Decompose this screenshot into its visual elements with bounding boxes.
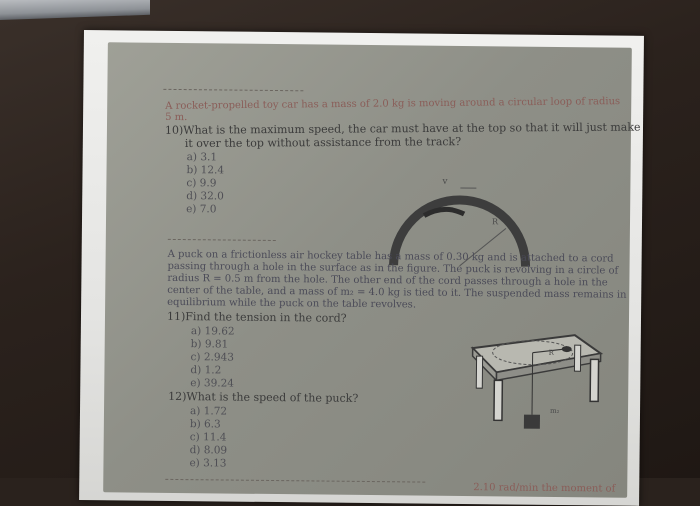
separator-middle [168,239,276,241]
problem1-intro-line1: A rocket-propelled toy car has a mass of 2.0 kg is moving around a circular loop of radius [165,96,620,113]
question-11: 11)Find the tension in the cord? [167,311,347,325]
air-hockey-table-figure [444,314,605,436]
q10-option-a: a) 3.1 [187,151,218,163]
q11-option-a: a) 19.62 [191,325,235,337]
loop-v-label: v [442,176,447,188]
question-10-line2: it over the top without assistance from the track? [185,136,461,150]
problem2-intro-line4: center of the table, and a mass of m₂ = 4.0 kg is tied to it. The suspended mass remains in [167,285,626,302]
paper-sheet [79,30,644,506]
q10-option-b: b) 12.4 [186,164,224,176]
q12-option-e: e) 3.13 [189,457,226,469]
q12-option-c: c) 11.4 [190,431,227,443]
problem2-intro-line1: A puck on a frictionless air hockey table has a mass of 0.30 kg and is attached to a cord [168,249,614,266]
table-r-label: R [549,347,554,359]
problem2-intro-line3: radius R = 0.5 m from the hole. The other end of the cord passes through a hole in the [167,273,607,290]
q11-option-e: e) 39.24 [190,377,234,389]
table-m2-label: m₂ [550,405,560,417]
separator-bottom [165,479,425,483]
q11-option-c: c) 2.943 [191,351,234,363]
q10-option-c: c) 9.9 [186,177,216,189]
q12-option-b: b) 6.3 [190,418,221,430]
question-12: 12)What is the speed of the puck? [168,391,358,405]
problem1-intro-line2: 5 m. [165,112,187,124]
footer-partial-text: 2.10 rad/min the moment of [473,482,615,495]
gray-copy-area [103,42,632,497]
q11-option-d: d) 1.2 [190,364,221,376]
problem2-intro-line5: equilibrium while the puck on the table revolves. [167,297,416,312]
q10-option-d: d) 32.0 [186,190,224,202]
q12-option-a: a) 1.72 [190,405,227,417]
question-10-line1: 10)What is the maximum speed, the car must have at the top so that it will just make [165,122,641,137]
q12-option-d: d) 8.09 [190,444,228,456]
q10-option-e: e) 7.0 [186,203,216,215]
separator-top [163,89,303,91]
loop-r-label: R [492,216,498,228]
problem2-intro-line2: passing through a hole in the surface as in the figure. The puck is revolving in a circle of [167,261,618,278]
q11-option-b: b) 9.81 [191,338,229,350]
